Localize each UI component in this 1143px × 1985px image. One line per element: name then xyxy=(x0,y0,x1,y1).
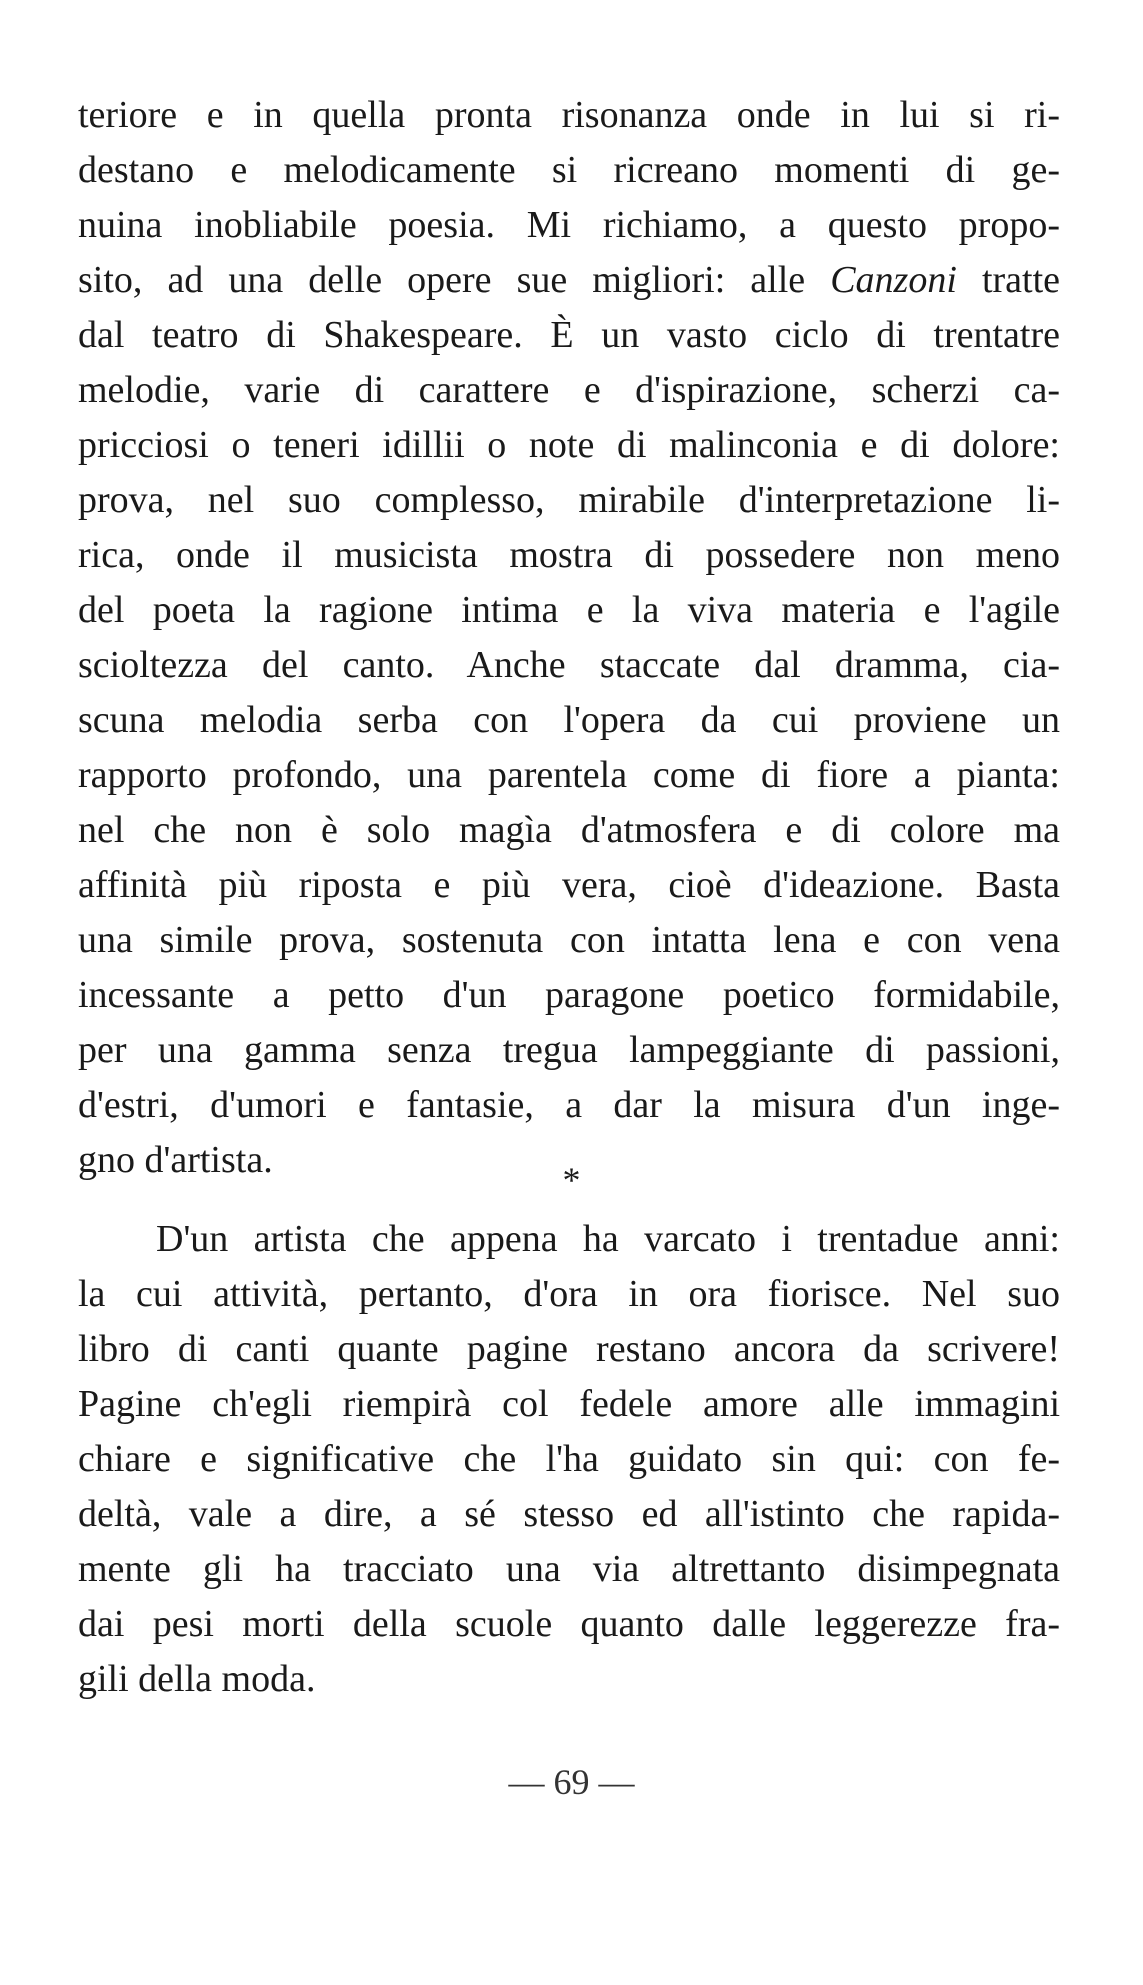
paragraph-1 xyxy=(78,88,1060,1188)
text-line: nel che non è solo magìa d'atmosfera e di colore ma xyxy=(78,809,1060,851)
text-line: rapporto profondo, una parentela come di fiore a pianta: xyxy=(78,754,1060,796)
text-line: dai pesi morti della scuole quanto dalle leggerezze fra- xyxy=(78,1603,1060,1645)
text-fragment: sito, ad una delle opere sue migliori: alle xyxy=(78,259,831,301)
text-line: Pagine ch'egli riempirà col fedele amore alle immagini xyxy=(78,1383,1060,1425)
text-line: affinità più riposta e più vera, cioè d'ideazione. Basta xyxy=(78,864,1060,906)
text-fragment: tratte xyxy=(956,259,1061,301)
text-line: D'un artista che appena ha varcato i trentadue anni: xyxy=(156,1218,1060,1260)
text-line: rica, onde il musicista mostra di possedere non meno xyxy=(78,534,1060,576)
text-line-with-title xyxy=(78,253,1060,308)
text-line: scioltezza del canto. Anche staccate dal dramma, cia- xyxy=(78,644,1060,686)
text-line: chiare e significative che l'ha guidato sin qui: con fe- xyxy=(78,1438,1060,1480)
section-separator: * xyxy=(562,1160,581,1200)
text-line: d'estri, d'umori e fantasie, a dar la misura d'un inge- xyxy=(78,1084,1060,1126)
paragraph-2 xyxy=(78,1212,1060,1707)
text-line: una simile prova, sostenuta con intatta lena e con vena xyxy=(78,919,1060,961)
text-line: la cui attività, pertanto, d'ora in ora fiorisce. Nel suo xyxy=(78,1273,1060,1315)
text-line: mente gli ha tracciato una via altrettanto disimpegnata xyxy=(78,1548,1060,1590)
text-line: pricciosi o teneri idillii o note di malinconia e di dolore: xyxy=(78,424,1060,466)
text-line: nuina inobliabile poesia. Mi richiamo, a questo propo- xyxy=(78,204,1060,246)
text-line: destano e melodicamente si ricreano momenti di ge- xyxy=(78,149,1060,191)
text-line: melodie, varie di carattere e d'ispirazione, scherzi ca- xyxy=(78,369,1060,411)
text-line: per una gamma senza tregua lampeggiante di passioni, xyxy=(78,1029,1060,1071)
text-line: incessante a petto d'un paragone poetico formidabile, xyxy=(78,974,1060,1016)
text-line: del poeta la ragione intima e la viva materia e l'agile xyxy=(78,589,1060,631)
work-title: Canzoni xyxy=(830,259,957,301)
text-line: prova, nel suo complesso, mirabile d'interpretazione li- xyxy=(78,479,1060,521)
page-number: — 69 — xyxy=(508,1762,635,1802)
text-line: gili della moda. xyxy=(78,1658,316,1700)
text-line: libro di canti quante pagine restano ancora da scrivere! xyxy=(78,1328,1060,1370)
text-line: dal teatro di Shakespeare. È un vasto ciclo di trentatre xyxy=(78,314,1060,356)
text-line: scuna melodia serba con l'opera da cui proviene un xyxy=(78,699,1060,741)
text-line: deltà, vale a dire, a sé stesso ed all'istinto che rapida- xyxy=(78,1493,1060,1535)
text-line: teriore e in quella pronta risonanza onde in lui si ri- xyxy=(78,94,1060,136)
text-line: gno d'artista. xyxy=(78,1139,273,1181)
